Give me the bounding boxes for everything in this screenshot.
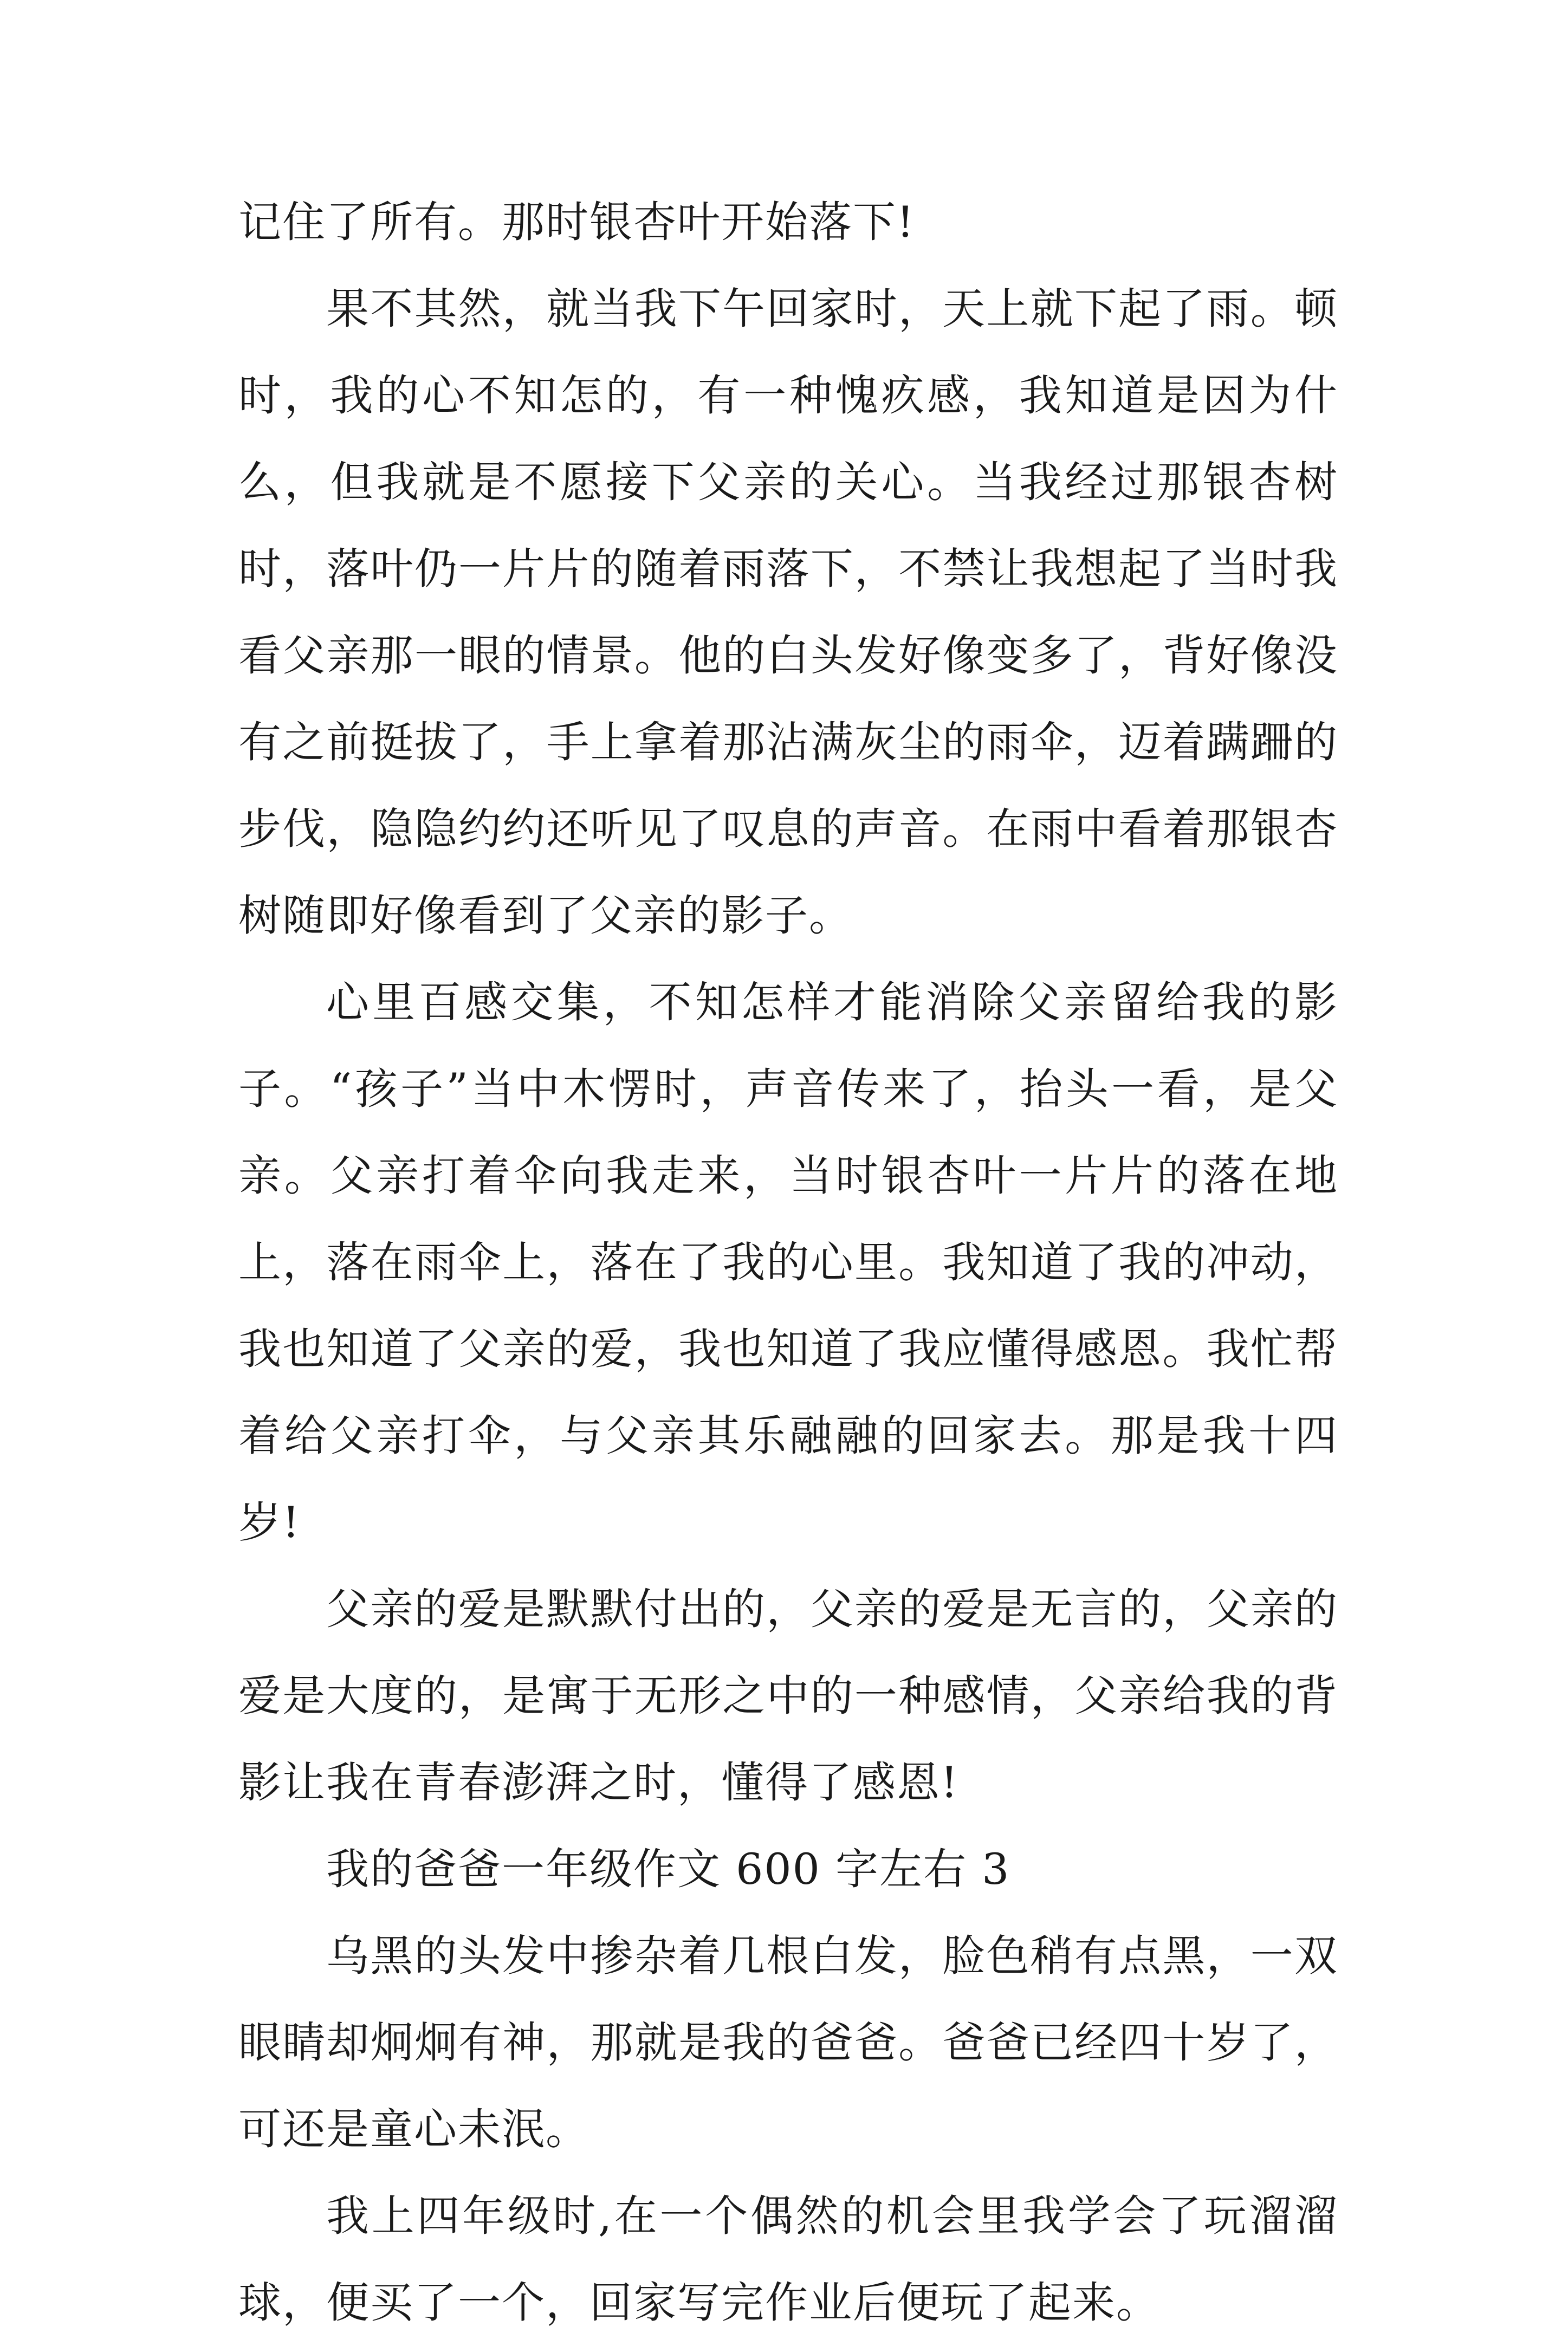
document-body [238,179,1338,2346]
paragraph-yoyo: 我上四年级时,在一个偶然的机会里我学会了玩溜溜球，便买了一个，回家写完作业后便玩了起来。 [238,2191,1338,2328]
paragraph-rain: 果不其然，就当我下午回家时，天上就下起了雨。顿时，我的心不知怎的，有一种愧疚感，我知道是因为什么，但我就是不愿接下父亲的关心。当我经过那银杏树时，落叶仍一片片的随着雨落下，不禁让我想起了当时我看父亲那一眼的情景。他的白头发好像变多了，背好像没有之前挺拔了，手上拿着那沾满灰尘的雨伞，迈着蹒跚的步伐，隐隐约约还听见了叹息的声音。在雨中看着那银杏树随即好像看到了父亲的影子。 [238,284,1338,941]
paragraph-dad-description: 乌黑的头发中掺杂着几根白发，脸色稍有点黑，一双眼睛却炯炯有神，那就是我的爸爸。爸爸已经四十岁了，可还是童心未泯。 [238,1931,1338,2154]
paragraph-father-umbrella: 心里百感交集，不知怎样才能消除父亲留给我的影子。“孩子”当中木愣时，声音传来了，抬头一看，是父亲。父亲打着伞向我走来，当时银杏叶一片片的落在地上，落在雨伞上，落在了我的心里。我知道了我的冲动，我也知道了父亲的爱，我也知道了我应懂得感恩。我忙帮着给父亲打伞，与父亲其乐融融的回家去。那是我十四岁! [238,977,1338,1547]
paragraph-continuation: 记住了所有。那时银杏叶开始落下! [238,197,915,247]
essay-heading: 我的爸爸一年级作文 600 字左右 3 [326,1844,1010,1894]
paragraph-fathers-love: 父亲的爱是默默付出的，父亲的爱是无言的，父亲的爱是大度的，是寓于无形之中的一种感情，父亲给我的背影让我在青春澎湃之时，懂得了感恩! [238,1584,1338,1807]
